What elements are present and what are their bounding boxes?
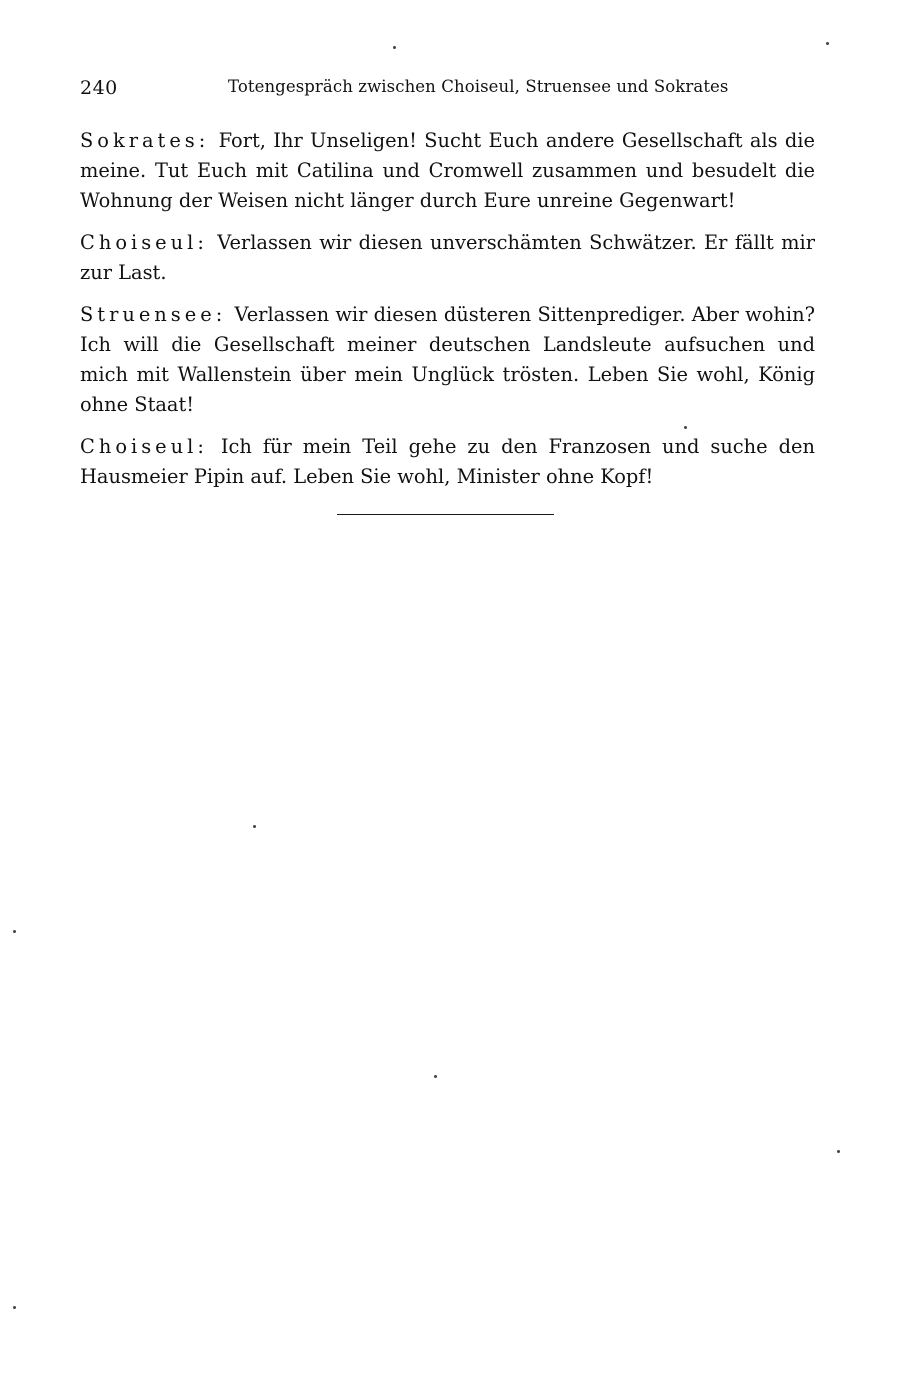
dialogue-paragraph: [80, 126, 815, 216]
paper-speck: [826, 42, 829, 45]
dialogue-paragraph: [80, 432, 815, 492]
paper-speck: [13, 930, 16, 933]
paper-speck: [253, 825, 256, 828]
dialogue-paragraph: [80, 228, 815, 288]
dialogue-paragraph: [80, 300, 815, 420]
speaker-name: Sokrates:: [80, 129, 210, 152]
page-header: [80, 74, 820, 100]
paper-speck: [13, 1306, 16, 1309]
speaker-name: Choiseul:: [80, 435, 208, 458]
dialogue-text: [80, 126, 815, 504]
paper-speck: [393, 46, 396, 49]
speaker-name: Struensee:: [80, 303, 227, 326]
paper-speck: [684, 426, 687, 429]
speech-text: Verlassen wir diesen düsteren Sittenprediger. Aber wohin? Ich will die Gesellschaft meiner deutschen Landsleute aufsuchen und mich mit Wallenstein über mein Unglück trösten. Leben Sie wohl, König ohne Staat!: [80, 303, 815, 416]
end-rule: [337, 514, 554, 515]
speaker-name: Choiseul:: [80, 231, 208, 254]
speech-text: Verlassen wir diesen unverschämten Schwätzer. Er fällt mir zur Last.: [80, 231, 815, 284]
page-number: 240: [80, 77, 118, 99]
paper-speck: [837, 1150, 840, 1153]
paper-speck: [434, 1075, 437, 1078]
speech-text: Ich für mein Teil gehe zu den Franzosen und suche den Hausmeier Pipin auf. Leben Sie wohl, Minister ohne Kopf!: [80, 435, 815, 488]
speech-text: Fort, Ihr Unseligen! Sucht Euch andere Gesellschaft als die meine. Tut Euch mit Catilina und Cromwell zusammen und besudelt die Wohnung der Weisen nicht länger durch Eure unreine Gegenwart!: [80, 129, 815, 212]
running-head: Totengespräch zwischen Choiseul, Struensee und Sokrates: [228, 77, 729, 96]
